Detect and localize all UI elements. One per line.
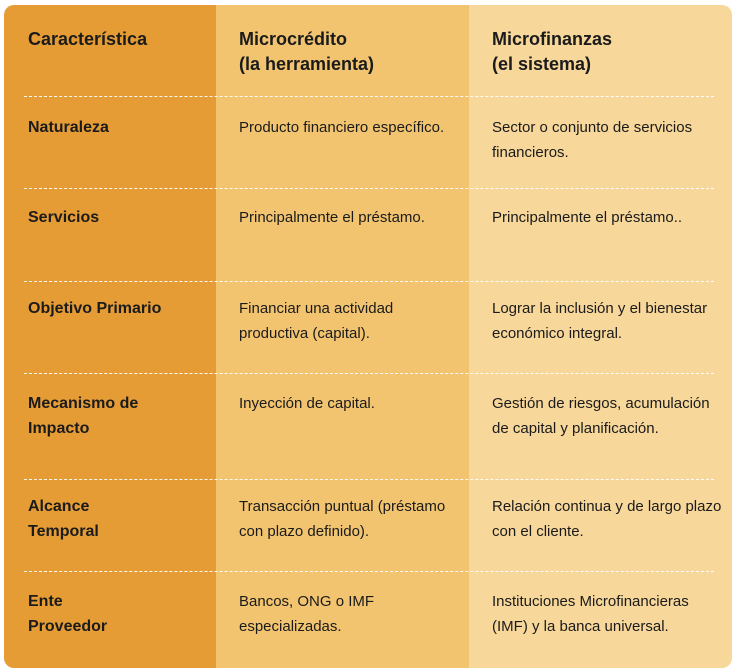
cell-microfinanzas: Relación continua y de largo plazo con el cliente. xyxy=(492,498,722,540)
cell-microfinanzas: Instituciones Microfinancieras (IMF) y la banca universal. xyxy=(492,593,689,635)
cell-microfinanzas: Lograr la inclusión y el bienestar económico integral. xyxy=(492,300,708,342)
cell-microfinanzas: Gestión de riesgos, acumulación de capital y planificación. xyxy=(492,395,710,437)
cell-microcredito: Transacción puntual (préstamo con plazo definido). xyxy=(239,498,446,540)
cell-microcredito: Bancos, ONG o IMF especializadas. xyxy=(239,593,375,635)
row-divider xyxy=(24,281,714,282)
cell-caracteristica: Naturaleza xyxy=(28,119,109,136)
cell-caracteristica: Objetivo Primario xyxy=(28,300,162,317)
row-divider xyxy=(24,96,714,97)
cell-microcredito: Financiar una actividad productiva (capital). xyxy=(239,300,394,342)
row-divider xyxy=(24,479,714,480)
cell-microcredito: Producto financiero específico. xyxy=(239,119,445,136)
column-caracteristica-background xyxy=(4,5,216,668)
cell-microfinanzas: Sector o conjunto de servicios financieros. xyxy=(492,119,693,161)
header-microcredito: Microcrédito (la herramienta) xyxy=(239,29,375,74)
cell-microcredito: Inyección de capital. xyxy=(239,395,375,412)
row-divider xyxy=(24,188,714,189)
cell-caracteristica: Mecanismo de Impacto xyxy=(28,395,139,437)
cell-caracteristica: Servicios xyxy=(28,209,100,226)
row-divider xyxy=(24,571,714,572)
cell-microfinanzas: Principalmente el préstamo.. xyxy=(492,209,683,226)
header-microfinanzas: Microfinanzas (el sistema) xyxy=(492,29,613,74)
cell-microcredito: Principalmente el préstamo. xyxy=(239,209,425,226)
row-divider xyxy=(24,373,714,374)
cell-caracteristica: Alcance Temporal xyxy=(28,498,99,540)
cell-caracteristica: Ente Proveedor xyxy=(28,593,108,635)
header-caracteristica: Característica xyxy=(28,29,148,49)
comparison-table xyxy=(4,5,732,668)
